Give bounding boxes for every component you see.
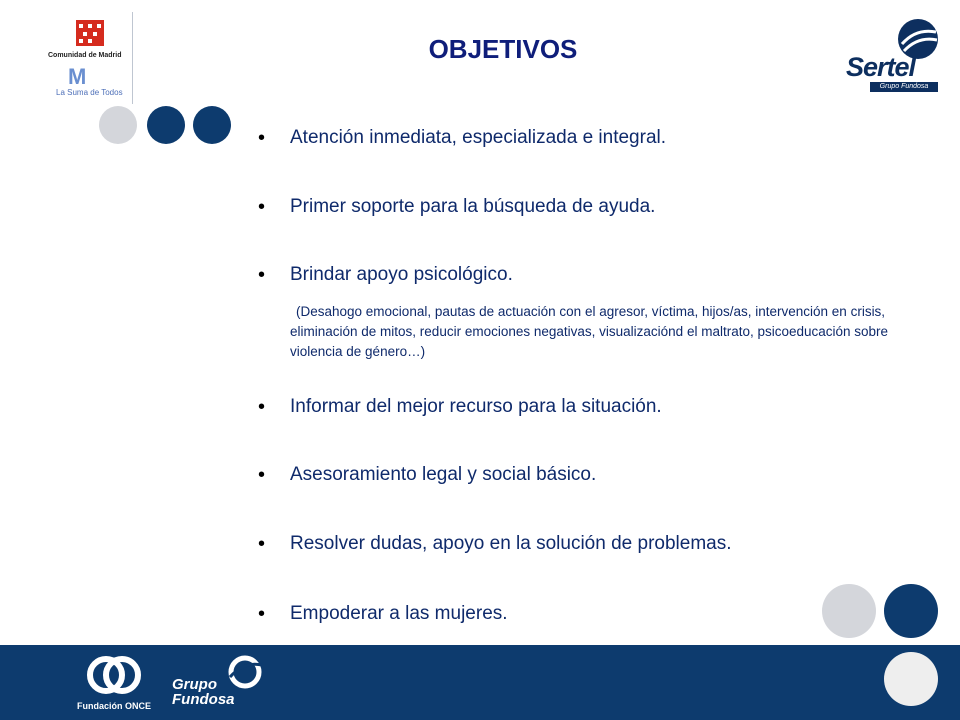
objective-text: Empoderar a las mujeres. — [290, 603, 508, 624]
decorative-circle — [884, 584, 938, 638]
bullet-icon: • — [258, 464, 266, 486]
objective-text: Brindar apoyo psicológico. — [290, 264, 513, 285]
bullet-icon: • — [258, 533, 266, 555]
page-title: OBJETIVOS — [428, 34, 578, 64]
bullet-icon: • — [258, 127, 266, 149]
once-logo-label: Fundación ONCE — [77, 701, 151, 711]
objective-detail: (Desahogo emocional, pautas de actuación con el agresor, víctima, hijos/as, intervención en crisis, eliminación de mitos, reducir emociones negativas, visualizaciónd el maltrato, psicoeducación sobre violencia de género…) — [290, 304, 889, 359]
sertel-logo — [842, 18, 942, 96]
madrid-logo-name: Comunidad de Madrid — [48, 52, 122, 59]
grupo-fundosa-logo — [170, 655, 270, 711]
bullet-icon: • — [258, 603, 266, 625]
objective-text: Informar del mejor recurso para la situación. — [290, 396, 662, 417]
objective-text: Resolver dudas, apoyo en la solución de problemas. — [290, 533, 732, 554]
decorative-circle — [822, 584, 876, 638]
sertel-logo-subtitle: Grupo Fundosa — [870, 82, 938, 92]
fundacion-once-logo — [74, 653, 154, 717]
bullet-icon: • — [258, 396, 266, 418]
bullet-icon: • — [258, 196, 266, 218]
bullet-icon: • — [258, 264, 266, 286]
decorative-circle — [147, 106, 185, 144]
fundosa-logo-label: Grupo Fundosa — [172, 676, 235, 708]
sertel-logo-name: Sertel — [846, 52, 916, 82]
once-rings-icon — [84, 653, 144, 697]
footer-band — [0, 645, 960, 720]
objective-text: Primer soporte para la búsqueda de ayuda. — [290, 196, 656, 217]
madrid-logo-mark: M — [68, 64, 85, 89]
decorative-circle — [99, 106, 137, 144]
objective-text: Asesoramiento legal y social básico. — [290, 464, 597, 485]
decorative-circle — [193, 106, 231, 144]
objective-text: Atención inmediata, especializada e integral. — [290, 127, 667, 148]
madrid-logo-tagline: La Suma de Todos — [56, 88, 123, 97]
decorative-circle — [884, 652, 938, 706]
